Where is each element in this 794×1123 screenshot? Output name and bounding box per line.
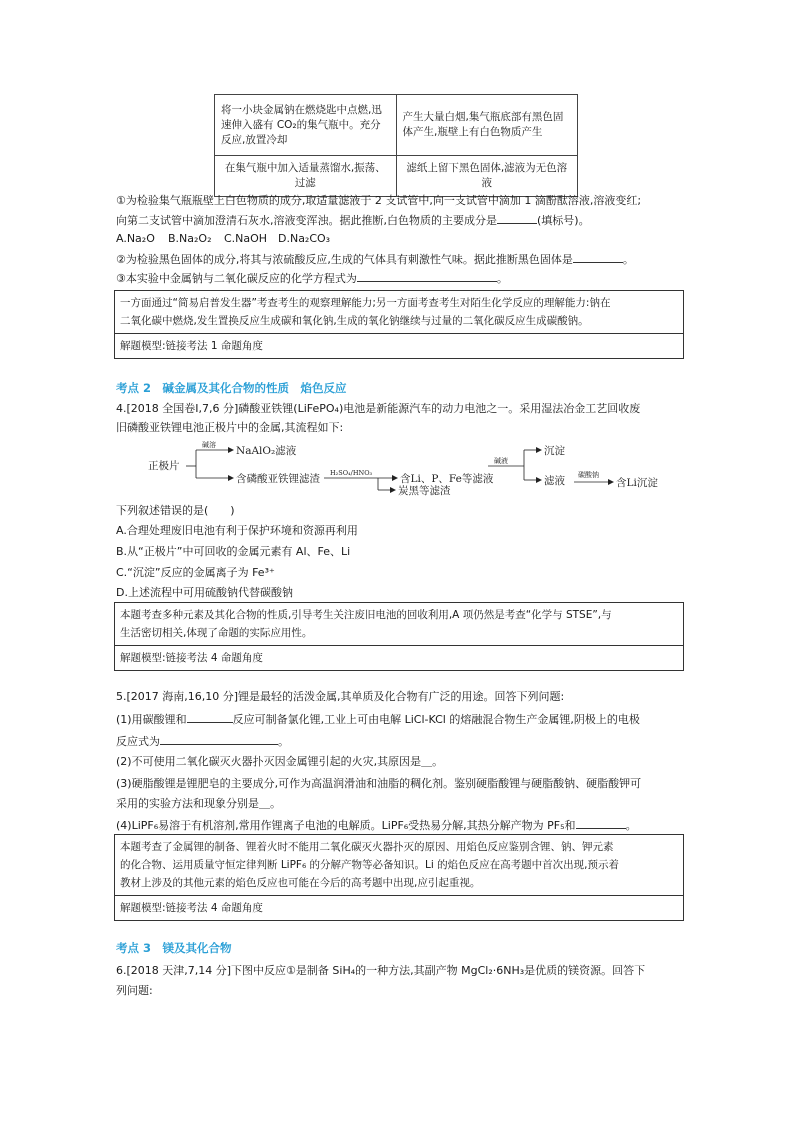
option-b: B.Na₂O₂ — [168, 232, 212, 245]
table-cell: 在集气瓶中加入适量蒸馏水,振荡、过滤 — [215, 156, 397, 197]
arrow-head — [228, 475, 234, 481]
arrow-head — [228, 447, 234, 453]
note-link: 解题模型:链接考法 1 命题角度 — [115, 333, 683, 358]
experiment-table — [214, 94, 578, 197]
note-text — [115, 291, 683, 333]
analysis-note — [114, 290, 684, 359]
q3-line-2a: 向第二支试管中滴加澄清石灰水,溶液变浑浊。据此推断,白色物质的主要成分是 — [116, 214, 497, 227]
answer-blank — [187, 712, 233, 723]
note-link: 解题模型:链接考法 4 命题角度 — [115, 645, 683, 670]
q5-line-7b: 。 — [625, 819, 637, 832]
q4-option-a: A.合理处理废旧电池有利于保护环境和资源再利用 — [116, 524, 358, 537]
arrow-head — [392, 475, 398, 481]
arrow-head — [536, 477, 542, 483]
answer-blank — [160, 734, 278, 745]
flow-solution: 滤液 — [544, 475, 565, 487]
flow-na2co3: 碳酸钠 — [578, 471, 599, 479]
note-line: 的化合物、运用质量守恒定律判断 LiPF₆ 的分解产物等必备知识。Li 的焰色反应在高考题中首次出现,预示着 — [120, 859, 619, 871]
q5-line-2a: (1)用碳酸锂和 — [116, 713, 187, 726]
note-text — [115, 603, 683, 645]
arrow-head — [608, 479, 614, 485]
flow-final: 含Li沉淀 — [616, 477, 658, 489]
arrow-head — [390, 487, 396, 493]
note-text — [115, 835, 683, 895]
q3-line-5a: ③本实验中金属钠与二氧化碳反应的化学方程式为 — [116, 272, 357, 285]
q5-line-1: 5.[2017 海南,16,10 分]锂是最轻的活泼金属,其单质及化合物有广泛的用途。回答下列问题: — [116, 690, 565, 703]
note-line: 本题考查了金属锂的制备、锂着火时不能用二氧化碳灭火器扑灭的原因、用焰色反应鉴别含锂、钠、钾元素 — [120, 841, 614, 853]
answer-blank — [497, 213, 537, 224]
q4-option-b: B.从“正极片”中可回收的金属元素有 Al、Fe、Li — [116, 545, 351, 558]
flow-start: 正极片 — [148, 460, 180, 472]
q3-line-1: ①为检验集气瓶瓶壁上白色物质的成分,取适量滤液于 2 支试管中,向一支试管中滴加 1 滴酚酞溶液,溶液变红; — [116, 194, 642, 207]
option-c: C.NaOH — [224, 232, 268, 245]
q5-line-7 — [116, 818, 684, 833]
answer-blank — [576, 818, 626, 829]
note-line: 一方面通过“简易启普发生器”考查考生的观察理解能力;另一方面考查考生对陌生化学反应的理解能力:钠在 — [120, 297, 611, 309]
flow-alkali1: 碱溶 — [202, 441, 216, 449]
flow-top: NaAlO₂滤液 — [236, 445, 297, 457]
q3-line-4a: ②为检验黑色固体的成分,将其与浓硫酸反应,生成的气体具有刺激性气味。据此推断黑色固体是 — [116, 253, 573, 266]
section-heading: 考点 3 镁及其化合物 — [116, 941, 232, 955]
q3-line-2b: (填标号)。 — [537, 214, 590, 227]
note-link: 解题模型:链接考法 4 命题角度 — [115, 895, 683, 920]
table-cell: 产生大量白烟,集气瓶底部有黑色固体产生,瓶壁上有白色物质产生 — [396, 95, 578, 156]
q5-line-6: 采用的实验方法和现象分别是＿。 — [116, 797, 281, 810]
flow-acid: H₂SO₄/HNO₃ — [330, 469, 373, 477]
q6-line-1: 6.[2018 天津,7,14 分]下图中反应①是制备 SiH₄的一种方法,其副产物 MgCl₂·6NH₃是优质的镁资源。回答下 — [116, 964, 646, 977]
flow-carbon: 炭黑等滤渣 — [398, 485, 451, 497]
flow-alkali2: 碱液 — [494, 457, 508, 465]
q5-line-2b: 反应可制备氯化锂,工业上可由电解 LiCl-KCl 的熔融混合物生产金属锂,阴极上的电极 — [232, 713, 640, 726]
answer-blank — [573, 252, 623, 263]
analysis-note — [114, 602, 684, 671]
q6-line-2: 列问题: — [116, 984, 153, 997]
q3-line-5b: 。 — [496, 272, 508, 285]
note-line: 二氧化碳中燃烧,发生置换反应生成碳和氧化钠,生成的氧化钠继续与过量的二氧化碳反应生成碳酸钠。 — [120, 315, 589, 327]
q3-line-2 — [116, 213, 684, 228]
option-a: A.Na₂O — [116, 232, 155, 245]
q5-line-7a: (4)LiPF₆易溶于有机溶剂,常用作锂离子电池的电解质。LiPF₆受热易分解,其热分解产物为 PF₅和 — [116, 819, 576, 832]
note-line: 本题考查多种元素及其化合物的性质,引导考生关注废旧电池的回收利用,A 项仍然是考查“化学与 STSE”,与 — [120, 609, 612, 621]
arrow-head — [536, 447, 542, 453]
table-cell: 将一小块金属钠在燃烧匙中点燃,迅速伸入盛有 CO₂的集气瓶中。充分反应,放置冷却 — [215, 95, 397, 156]
flow-filtrate: 含Li、P、Fe等滤液 — [400, 473, 494, 485]
note-line: 教材上涉及的其他元素的焰色反应也可能在今后的高考题中出现,应引起重视。 — [120, 877, 481, 889]
table-cell: 滤纸上留下黑色固体,滤液为无色溶液 — [396, 156, 578, 197]
q4-line-2: 旧磷酸亚铁锂电池正极片中的金属,其流程如下: — [116, 421, 344, 434]
analysis-note — [114, 834, 684, 921]
section-heading: 考点 2 碱金属及其化合物的性质 焰色反应 — [116, 381, 347, 395]
option-d: D.Na₂CO₃ — [278, 232, 331, 245]
q4-option-d: D.上述流程中可用硫酸钠代替碳酸钠 — [116, 586, 293, 599]
q3-line-5 — [116, 271, 684, 286]
q3-line-4 — [116, 252, 684, 267]
q5-line-3b: 。 — [278, 735, 289, 748]
q5-line-2 — [116, 712, 684, 727]
note-line: 生活密切相关,体现了命题的实际应用性。 — [120, 627, 313, 639]
answer-blank — [357, 271, 497, 282]
q4-stem: 下列叙述错误的是( ) — [116, 504, 235, 517]
process-flow-diagram — [146, 438, 666, 498]
flow-precip: 沉淀 — [544, 445, 565, 457]
q4-option-c: C.“沉淀”反应的金属离子为 Fe³⁺ — [116, 566, 275, 579]
q5-line-5: (3)硬脂酸锂是锂肥皂的主要成分,可作为高温润滑油和油脂的稠化剂。鉴别硬脂酸锂与硬脂酸钠、硬脂酸钾可 — [116, 777, 642, 790]
q5-line-4: (2)不可使用二氧化碳灭火器扑灭因金属锂引起的火灾,其原因是＿。 — [116, 755, 444, 768]
q3-line-4b: 。 — [622, 253, 634, 266]
q4-line-1: 4.[2018 全国卷Ⅰ,7,6 分]磷酸亚铁锂(LiFePO₄)电池是新能源汽车的动力电池之一。采用湿法冶金工艺回收废 — [116, 402, 641, 415]
flow-mid: 含磷酸亚铁锂滤渣 — [236, 473, 320, 485]
q5-line-3a: 反应式为 — [116, 735, 160, 748]
q3-options — [116, 232, 684, 246]
q5-line-3 — [116, 734, 684, 749]
